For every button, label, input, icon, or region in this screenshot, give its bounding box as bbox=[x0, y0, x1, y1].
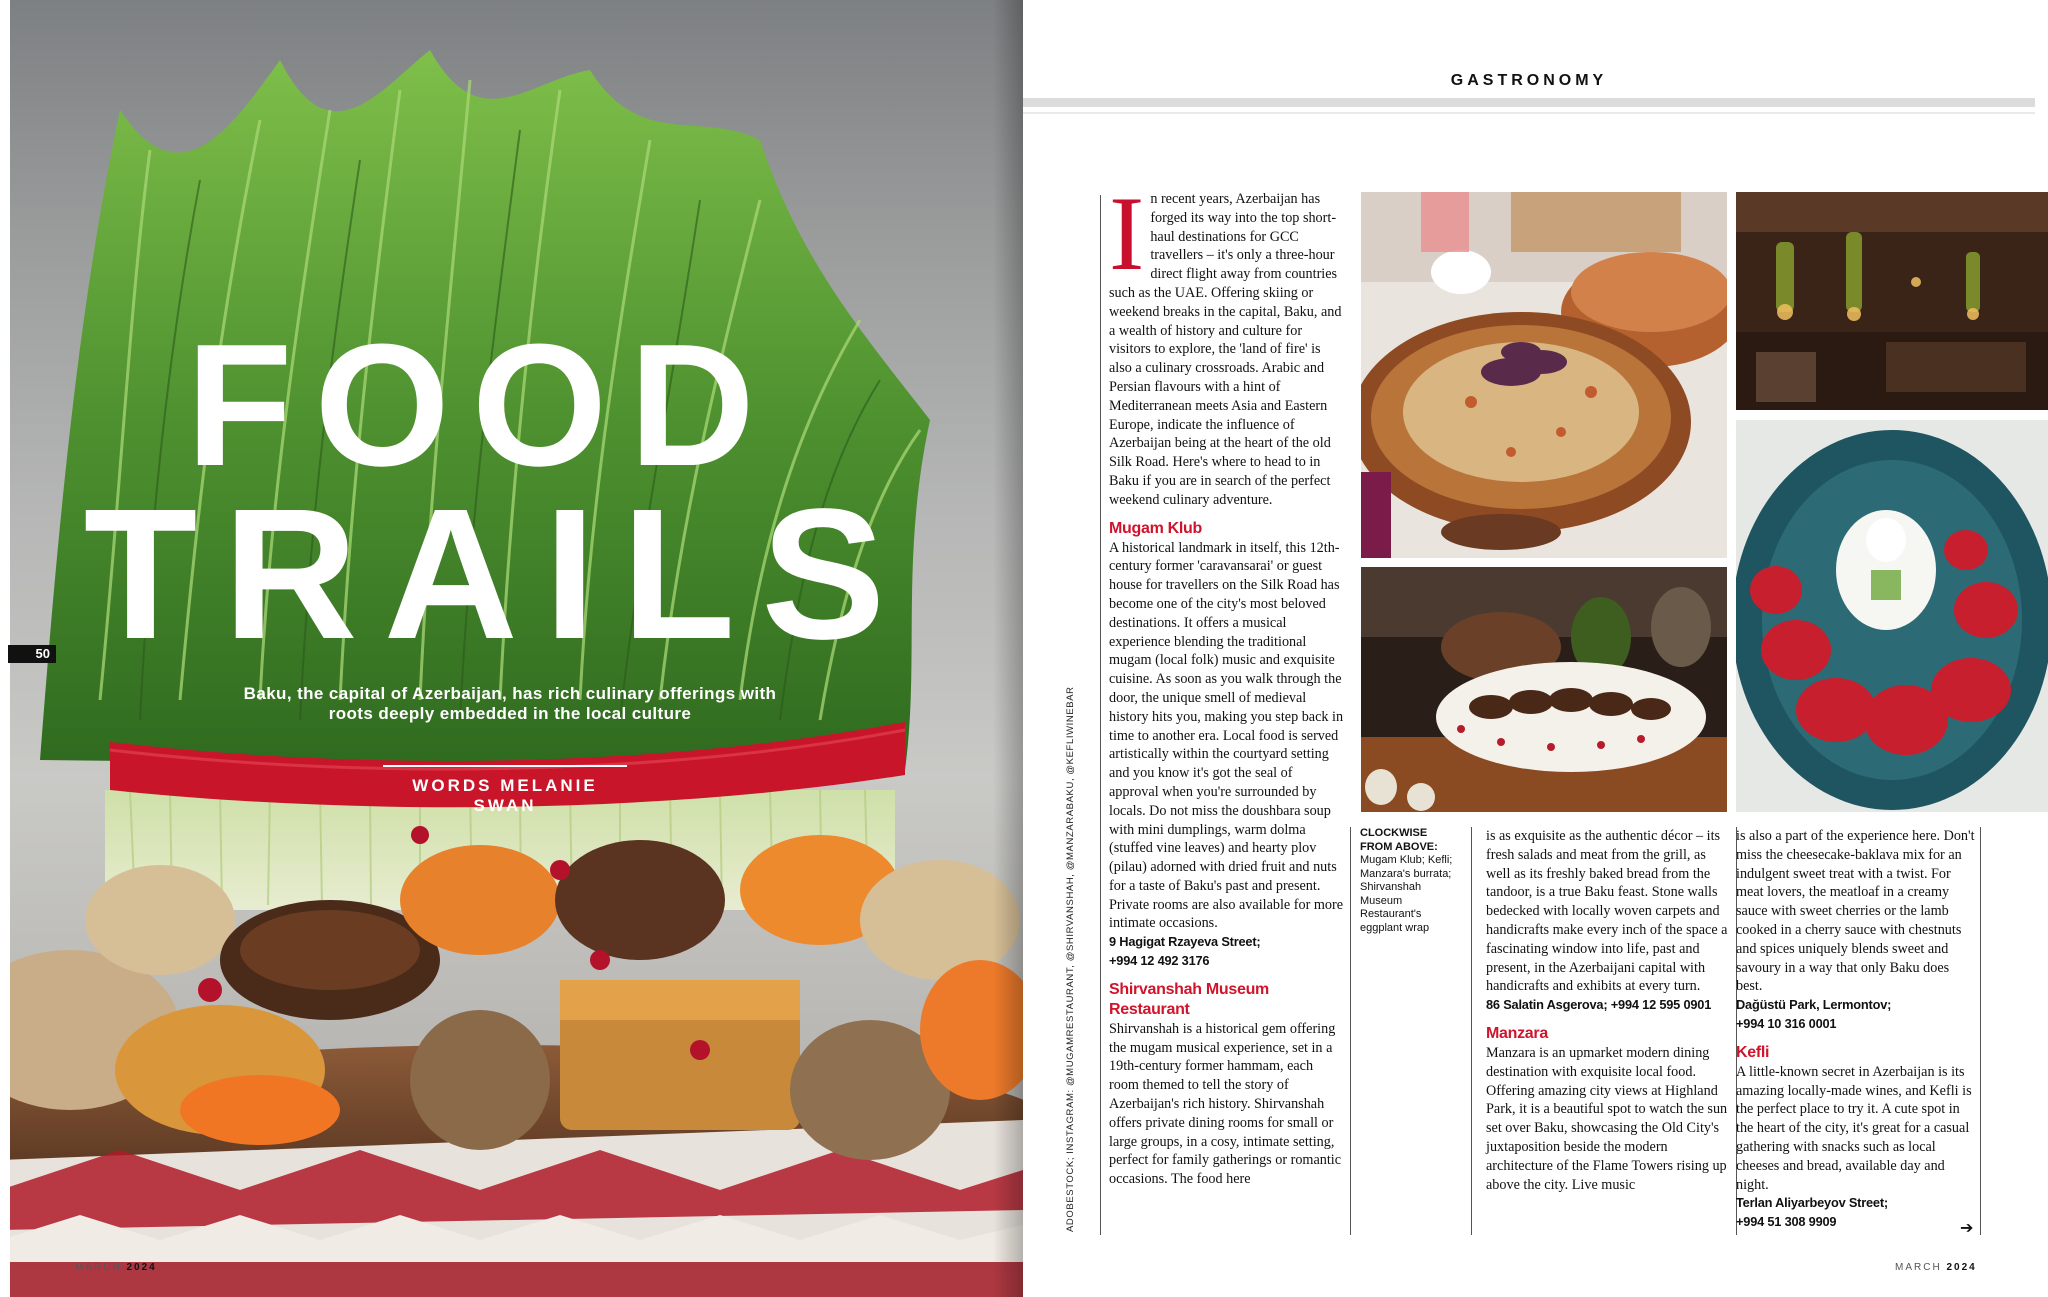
footer-year: 2024 bbox=[126, 1262, 157, 1273]
venue-address: Dağüstü Park, Lermontov; bbox=[1736, 997, 1892, 1013]
venue-body-kefli: A little-known secret in Azerbaijan is its amazing locally-made wines, and Kefli is the perfect place to try it. A cute spot in the heart of the city, it's great for a casual gathering with snacks such as local cheeses and bread, available day and night. bbox=[1736, 1063, 1972, 1193]
venue-address: Terlan Aliyarbeyov Street; bbox=[1736, 1195, 1888, 1211]
venue-body-manzara-cont: is also a part of the experience here. Don't miss the cheesecake-baklava mix for an indulgent sweet treat with a twist. For meat lovers, the meatloaf in a creamy sauce with sweet cherries or the lamb cooked in a cherry sauce with chestnuts and spices uniquely blends sweet and savoury in a way that only Baku does best. bbox=[1736, 828, 1975, 995]
right-page bbox=[1023, 0, 2048, 1297]
byline-divider bbox=[383, 765, 627, 767]
article-column-2 bbox=[1486, 827, 1728, 1194]
column-rule bbox=[1350, 827, 1351, 1235]
column-rule bbox=[1471, 827, 1472, 1235]
right-footer bbox=[1895, 1262, 1977, 1273]
photo-kefli-interior bbox=[1736, 192, 2048, 410]
venue-heading-mugam-klub: Mugam Klub bbox=[1109, 519, 1202, 537]
venue-body-shirvanshah-cont: is as exquisite as the authentic décor – its fresh salads and meat from the grill, as well as its freshly baked bread from the tandoor, is a true Baku feast. Stone walls bedecked with locally woven carpets and handicrafts make every inch of the space a fascinating window into life, past and present, in the Azerbaijani capital with handicrafts and exhibits at every turn. bbox=[1486, 828, 1728, 995]
byline-prefix: WORDS bbox=[412, 776, 493, 795]
intro-text: n recent years, Azerbaijan has forged its way into the top short-haul destinations for GCC travellers – it's only a three-hour direct flight away from countries such as the UAE. Offering skiing or weekend breaks in the capital, Baku, and a wealth of history and culture for visitors to explore, the 'land of fire' is also a culinary crossroads. Arabic and Persian flavours with a hint of Mediterranean meets Asia and Eastern Europe, indicate the influence of Azerbaijan being at the heart of the old Silk Road. Here's where to head to in Baku if you are in search of the perfect weekend culinary adventure. bbox=[1109, 191, 1342, 508]
caption-lead: CLOCKWISE FROM ABOVE: bbox=[1360, 827, 1438, 853]
header-rule bbox=[1023, 98, 2035, 107]
photo-shirvanshah-eggplant-wrap bbox=[1361, 567, 1727, 812]
column-rule bbox=[1100, 195, 1101, 1235]
intro-paragraph bbox=[1109, 175, 1345, 510]
headline-line-2: TRAILS bbox=[83, 471, 912, 678]
section-label: GASTRONOMY bbox=[1450, 72, 1608, 89]
article-column-1 bbox=[1109, 175, 1345, 1189]
header-rule-thin bbox=[1023, 112, 2035, 114]
photo-credit: ADOBESTOCK; INSTAGRAM: @MUGAMRESTAURANT, @SHIRVANSHAH, @MANZARABAKU, @KEFLIWINEBAR bbox=[1065, 686, 1076, 1232]
venue-body-mugam-klub: A historical landmark in itself, this 12th-century former 'caravansarai' or guest house for travellers on the Silk Road has become one of the city's most beloved destinations. It offers a musical experience blending the traditional mugam (local folk) music and exquisite cuisine. As soon as you walk through the door, the unique smell of medieval history hits you, making you step back in time to another era. Local food is served artistically within the courtyard setting and you know it's got the seal of approval when you're surrounded by locals. Do not miss the doushbara soup with mini dumplings, warm dolma (stuffed vine leaves) and hearty plov (pilau) adorned with dried fruit and nuts for a taste of Baku's past and present. Private rooms are also available for more intimate occasions. bbox=[1109, 539, 1344, 932]
venue-heading-manzara: Manzara bbox=[1486, 1024, 1548, 1042]
footer-year: 2024 bbox=[1946, 1262, 1977, 1273]
left-page bbox=[0, 0, 1023, 1297]
footer-month: MARCH bbox=[75, 1262, 122, 1273]
venue-body-manzara: Manzara is an upmarket modern dining destination with exquisite local food. Offering amazing city views at Highland Park, it is a beautiful spot to watch the sun set over Baku, showcasing the Old City's juxtaposition beside the modern architecture of the Flame Towers rising up above the city. Live music bbox=[1486, 1044, 1728, 1193]
continue-arrow-icon: ➔ bbox=[1960, 1218, 1974, 1237]
caption-body: Mugam Klub; Kefli; Manzara's burrata; Shirvanshah Museum Restaurant's eggplant wrap bbox=[1360, 854, 1453, 934]
drop-cap: I bbox=[1109, 175, 1145, 292]
left-footer bbox=[75, 1262, 157, 1273]
venue-phone: +994 51 308 9909 bbox=[1736, 1214, 1837, 1230]
article-column-3 bbox=[1736, 827, 1976, 1232]
venue-address: 9 Hagigat Rzayeva Street; bbox=[1109, 934, 1261, 950]
photo-caption bbox=[1360, 827, 1460, 935]
venue-body-shirvanshah: Shirvanshah is a historical gem offering the mugam musical experience, set in a 19th-century former hammam, each room themed to tell the story of Azerbaijan's rich history. Shirvanshah offers private dining rooms for small or large groups, in a cosy, intimate setting, perfect for family gatherings or romantic occasions. The food here bbox=[1109, 1020, 1342, 1188]
venue-heading-shirvanshah: Shirvanshah Museum Restaurant bbox=[1109, 980, 1269, 1018]
venue-address: 86 Salatin Asgerova; +994 12 595 0901 bbox=[1486, 997, 1712, 1013]
venue-phone: +994 10 316 0001 bbox=[1736, 1015, 1837, 1031]
venue-heading-kefli: Kefli bbox=[1736, 1043, 1770, 1061]
headline-line-1: FOOD bbox=[186, 307, 777, 502]
photo-mugam-klub-plov bbox=[1361, 192, 1727, 558]
footer-month: MARCH bbox=[1895, 1262, 1942, 1273]
byline-author: MELANIE SWAN bbox=[473, 776, 598, 815]
column-rule bbox=[1980, 827, 1981, 1235]
byline bbox=[380, 776, 630, 816]
venue-phone: +994 12 492 3176 bbox=[1109, 953, 1210, 969]
page-number: 50 bbox=[8, 645, 56, 663]
standfirst: Baku, the capital of Azerbaijan, has rich culinary offerings with roots deeply embedded in the local culture bbox=[243, 684, 777, 723]
photo-manzara-burrata bbox=[1736, 420, 2048, 812]
